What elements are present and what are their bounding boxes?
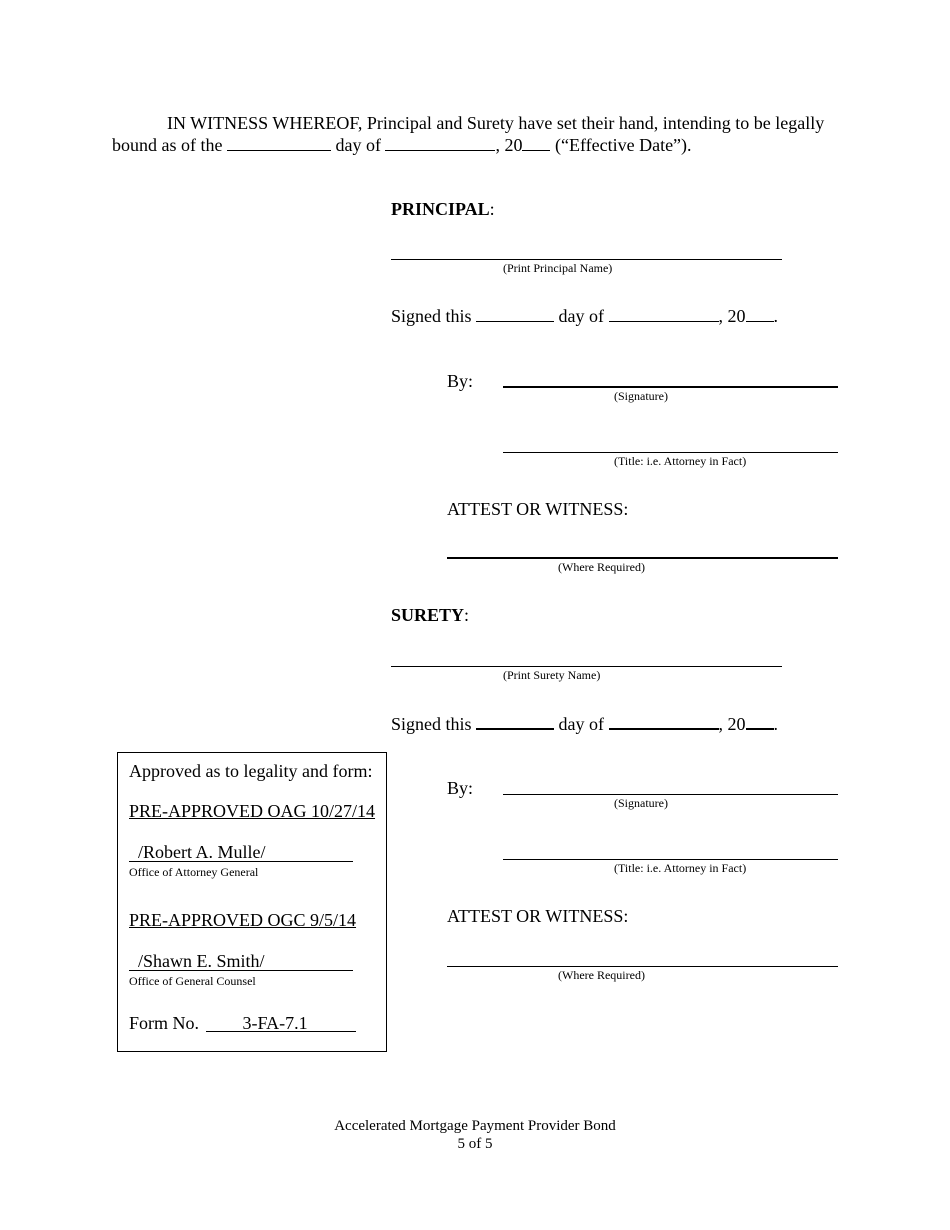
form-number-label: Form No. — [129, 1013, 200, 1033]
principal-heading: PRINCIPAL: — [391, 199, 495, 219]
principal-attest-label: ATTEST OR WITNESS: — [447, 499, 629, 519]
ogc-approval-line: PRE-APPROVED OGC 9/5/14 — [129, 910, 357, 930]
surety-name-caption: (Print Surety Name) — [503, 668, 601, 682]
effective-month-blank[interactable] — [385, 134, 495, 151]
principal-signed-month-blank[interactable] — [609, 305, 719, 322]
intro-text-bound: bound as of the — [112, 135, 223, 155]
intro-text-year: , 20 — [495, 135, 523, 155]
principal-name-line[interactable] — [391, 259, 782, 260]
footer-page-number: 5 of 5 — [457, 1136, 493, 1152]
surety-by-label: By: — [447, 778, 474, 798]
surety-signed-line: Signed this day of , 20 . — [391, 714, 778, 734]
ogc-office: Office of General Counsel — [129, 974, 256, 988]
effective-year-blank[interactable] — [522, 134, 550, 151]
form-number-field — [206, 1014, 356, 1032]
intro-line-2 — [112, 134, 692, 156]
effective-day-blank[interactable] — [227, 134, 331, 151]
principal-attest-caption: (Where Required) — [558, 560, 645, 574]
principal-title-caption: (Title: i.e. Attorney in Fact) — [614, 454, 747, 468]
surety-heading: SURETY: — [391, 605, 470, 625]
principal-title-line[interactable] — [503, 452, 838, 453]
surety-attest-line[interactable] — [447, 966, 838, 967]
footer-title: Accelerated Mortgage Payment Provider Bond — [334, 1118, 616, 1134]
surety-attest-label: ATTEST OR WITNESS: — [447, 906, 629, 926]
surety-signed-day-blank[interactable] — [476, 712, 554, 730]
principal-signed-line: Signed this day of , 20 . — [391, 306, 778, 326]
principal-signed-year-blank[interactable] — [746, 305, 774, 322]
surety-title-line[interactable] — [503, 859, 838, 860]
approval-heading: Approved as to legality and form: — [129, 761, 373, 781]
principal-signed-day-blank[interactable] — [476, 305, 554, 322]
oag-office: Office of Attorney General — [129, 865, 259, 879]
surety-attest-caption: (Where Required) — [558, 968, 645, 982]
surety-title-caption: (Title: i.e. Attorney in Fact) — [614, 861, 747, 875]
form-number: 3-FA-7.1 — [242, 1013, 308, 1033]
ogc-signature-line — [129, 952, 353, 971]
surety-signed-year-blank[interactable] — [746, 712, 774, 730]
surety-name-line[interactable] — [391, 666, 782, 667]
intro-text-dayof: day of — [335, 135, 381, 155]
oag-signature-line — [129, 843, 353, 862]
principal-by-label: By: — [447, 371, 474, 391]
intro-text-effective: (“Effective Date”). — [550, 135, 692, 155]
approval-box — [117, 752, 387, 1052]
surety-signed-month-blank[interactable] — [609, 712, 719, 730]
principal-attest-line[interactable] — [447, 557, 838, 559]
surety-signature-caption: (Signature) — [614, 796, 668, 810]
principal-name-caption: (Print Principal Name) — [503, 261, 613, 275]
principal-signature-caption: (Signature) — [614, 389, 668, 403]
principal-signature-line[interactable] — [503, 386, 838, 388]
ogc-signer: /Shawn E. Smith/ — [138, 951, 265, 971]
oag-signer: /Robert A. Mulle/ — [138, 842, 266, 862]
oag-approval-line: PRE-APPROVED OAG 10/27/14 — [129, 801, 376, 821]
intro-line-1: IN WITNESS WHEREOF, Principal and Surety have set their hand, intending to be legally — [167, 113, 825, 133]
surety-signature-line[interactable] — [503, 794, 838, 795]
form-number-row — [129, 1012, 356, 1034]
